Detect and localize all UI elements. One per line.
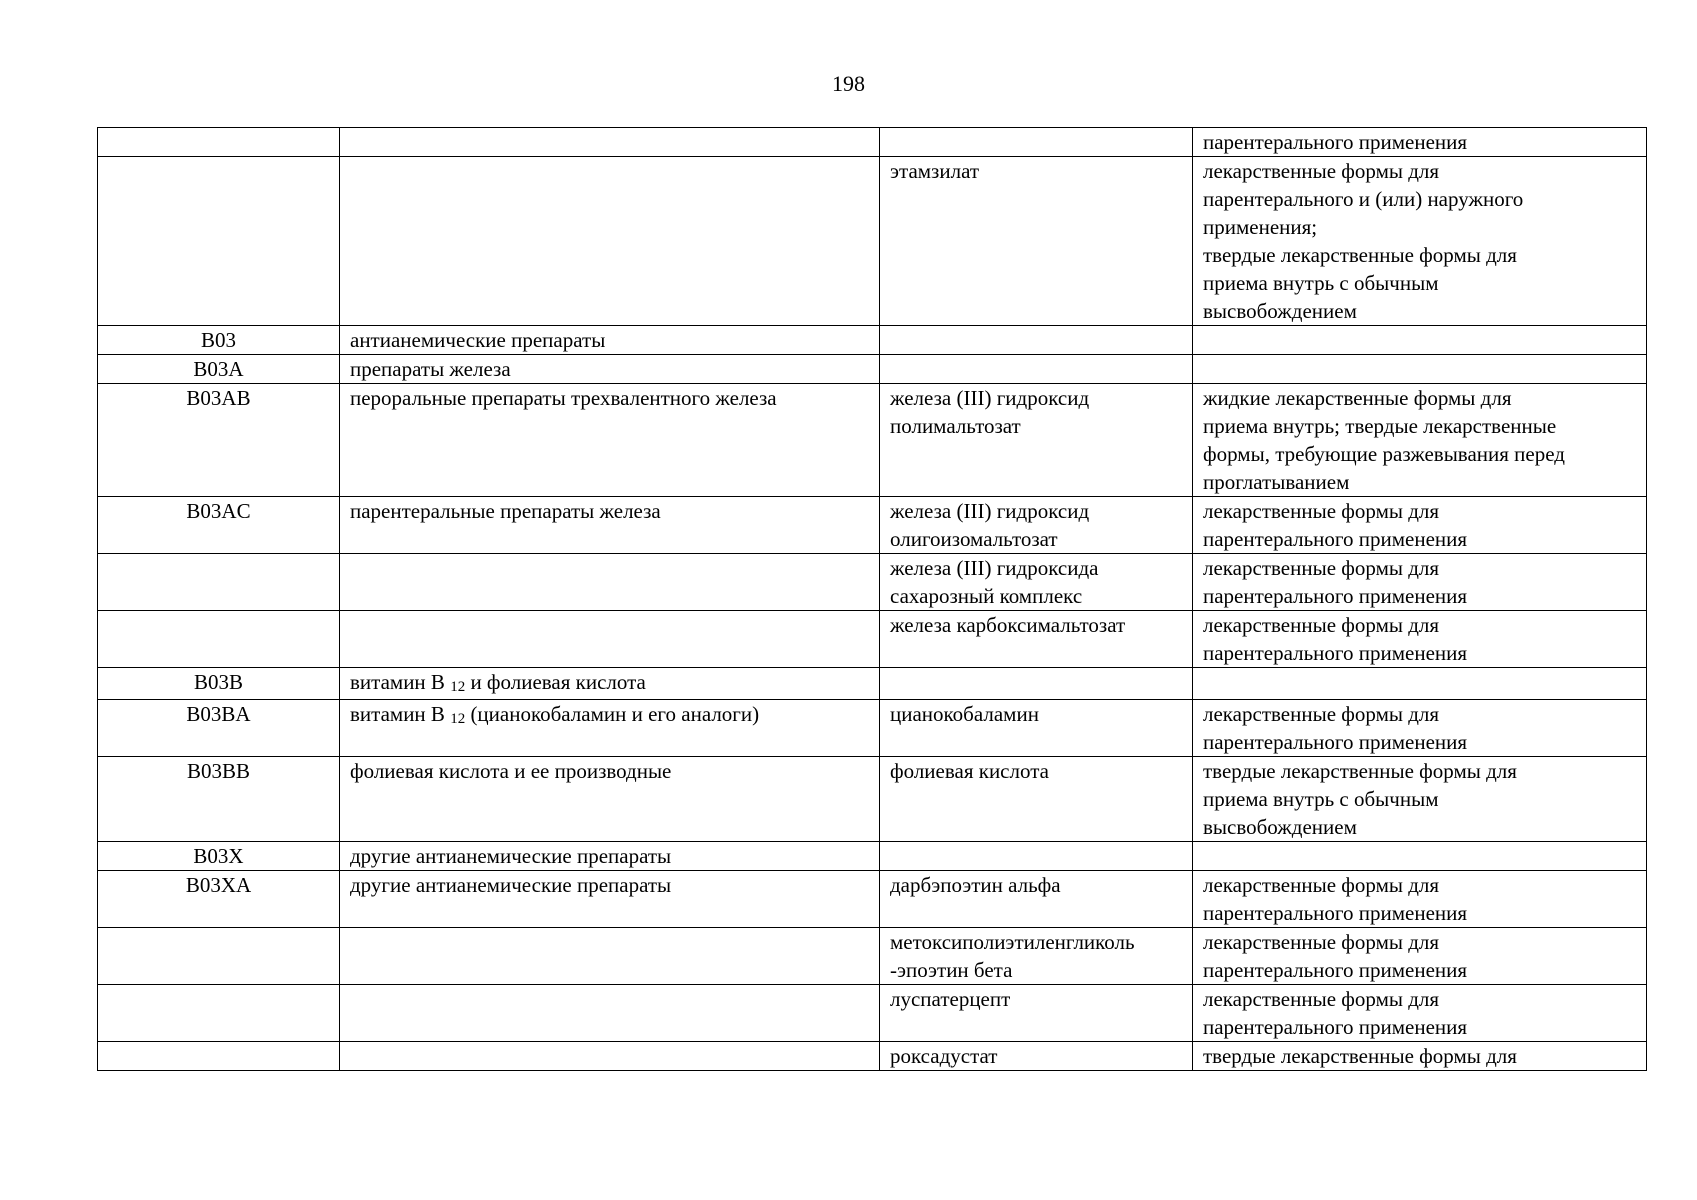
- dosage-form-cell: [1193, 326, 1647, 355]
- atc-code-cell: [98, 157, 340, 326]
- group-name-cell: [340, 128, 880, 157]
- group-name-cell: [340, 985, 880, 1042]
- group-name-text: и фолиевая кислота: [465, 670, 646, 694]
- dosage-form-cell: лекарственные формы для парентерального применения: [1193, 497, 1647, 554]
- table-row: [98, 757, 1647, 842]
- group-name-cell: [340, 928, 880, 985]
- group-name-cell: [340, 700, 880, 757]
- atc-code-cell: [98, 128, 340, 157]
- table-row: [98, 157, 1647, 326]
- atc-code-cell: B03AB: [98, 384, 340, 497]
- atc-code-cell: [98, 611, 340, 668]
- group-name-cell: антианемические препараты: [340, 326, 880, 355]
- group-name-cell: пероральные препараты трехвалентного железа: [340, 384, 880, 497]
- atc-code-cell: B03BB: [98, 757, 340, 842]
- group-name-cell: [340, 1042, 880, 1071]
- drug-name-cell: луспатерцепт: [880, 985, 1193, 1042]
- atc-code-cell: [98, 928, 340, 985]
- drug-name-cell: [880, 668, 1193, 700]
- dosage-form-cell: лекарственные формы для парентерального применения: [1193, 928, 1647, 985]
- drug-name-cell: железа карбоксимальтозат: [880, 611, 1193, 668]
- subscript-text: 12: [450, 679, 466, 695]
- drug-name-cell: железа (III) гидроксид олигоизомальтозат: [880, 497, 1193, 554]
- group-name-cell: [340, 157, 880, 326]
- atc-code-cell: B03B: [98, 668, 340, 700]
- dosage-form-cell: твердые лекарственные формы для: [1193, 1042, 1647, 1071]
- atc-code-cell: B03AC: [98, 497, 340, 554]
- dosage-form-cell: лекарственные формы для парентерального применения: [1193, 871, 1647, 928]
- drug-table: [97, 127, 1647, 1071]
- atc-code-cell: B03: [98, 326, 340, 355]
- drug-name-cell: [880, 128, 1193, 157]
- table-row: [98, 355, 1647, 384]
- table-row: [98, 985, 1647, 1042]
- group-name-text: витамин B: [350, 670, 451, 694]
- drug-name-cell: железа (III) гидроксида сахарозный комплекс: [880, 554, 1193, 611]
- dosage-form-cell: лекарственные формы для парентерального применения: [1193, 554, 1647, 611]
- drug-name-cell: метоксиполиэтиленгликоль -эпоэтин бета: [880, 928, 1193, 985]
- table-row: [98, 554, 1647, 611]
- dosage-form-cell: парентерального применения: [1193, 128, 1647, 157]
- atc-code-cell: B03X: [98, 842, 340, 871]
- group-name-text: (цианокобаламин и его аналоги): [465, 702, 760, 726]
- group-name-cell: другие антианемические препараты: [340, 871, 880, 928]
- table-row: [98, 384, 1647, 497]
- table-row: [98, 1042, 1647, 1071]
- dosage-form-cell: [1193, 668, 1647, 700]
- group-name-cell: [340, 668, 880, 700]
- table-row: [98, 128, 1647, 157]
- group-name-text: витамин B: [350, 702, 451, 726]
- drug-name-cell: [880, 326, 1193, 355]
- group-name-cell: фолиевая кислота и ее производные: [340, 757, 880, 842]
- group-name-cell: [340, 554, 880, 611]
- table-row: [98, 700, 1647, 757]
- dosage-form-cell: твердые лекарственные формы для приема внутрь с обычным высвобождением: [1193, 757, 1647, 842]
- table-row: [98, 668, 1647, 700]
- group-name-cell: парентеральные препараты железа: [340, 497, 880, 554]
- dosage-form-cell: [1193, 842, 1647, 871]
- drug-name-cell: роксадустат: [880, 1042, 1193, 1071]
- drug-name-cell: [880, 842, 1193, 871]
- atc-code-cell: [98, 985, 340, 1042]
- dosage-form-cell: лекарственные формы для парентерального применения: [1193, 611, 1647, 668]
- drug-name-cell: дарбэпоэтин альфа: [880, 871, 1193, 928]
- table-row: [98, 497, 1647, 554]
- drug-name-cell: фолиевая кислота: [880, 757, 1193, 842]
- table-row: [98, 611, 1647, 668]
- atc-code-cell: B03XA: [98, 871, 340, 928]
- page-number: 198: [832, 71, 865, 96]
- table-row: [98, 842, 1647, 871]
- table-row: [98, 871, 1647, 928]
- dosage-form-cell: лекарственные формы для парентерального применения: [1193, 985, 1647, 1042]
- drug-name-cell: [880, 355, 1193, 384]
- atc-code-cell: B03BA: [98, 700, 340, 757]
- table-row: [98, 326, 1647, 355]
- atc-code-cell: B03A: [98, 355, 340, 384]
- dosage-form-cell: лекарственные формы для парентерального применения: [1193, 700, 1647, 757]
- drug-name-cell: железа (III) гидроксид полимальтозат: [880, 384, 1193, 497]
- group-name-cell: [340, 611, 880, 668]
- dosage-form-cell: лекарственные формы для парентерального и (или) наружного применения; твердые лекарственные формы для приема внутрь с обычным высвобождением: [1193, 157, 1647, 326]
- atc-code-cell: [98, 554, 340, 611]
- dosage-form-cell: [1193, 355, 1647, 384]
- group-name-cell: препараты железа: [340, 355, 880, 384]
- subscript-text: 12: [450, 711, 466, 727]
- table-row: [98, 928, 1647, 985]
- drug-name-cell: цианокобаламин: [880, 700, 1193, 757]
- group-name-cell: другие антианемические препараты: [340, 842, 880, 871]
- drug-name-cell: этамзилат: [880, 157, 1193, 326]
- atc-code-cell: [98, 1042, 340, 1071]
- dosage-form-cell: жидкие лекарственные формы для приема внутрь; твердые лекарственные формы, требующие разжевывания перед проглатыванием: [1193, 384, 1647, 497]
